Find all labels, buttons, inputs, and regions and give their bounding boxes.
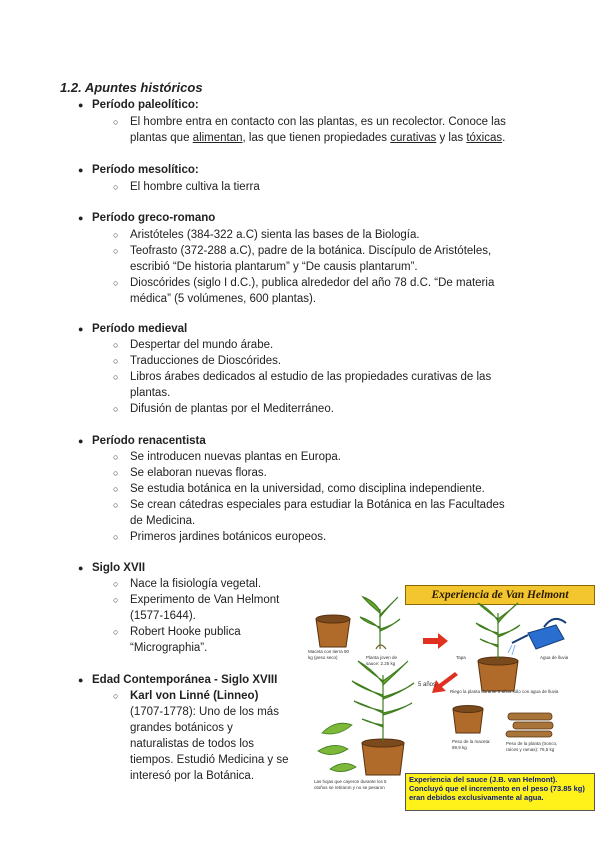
- bullet: ●: [78, 165, 84, 175]
- list-item-continued: médica” (5 volúmenes, 600 plantas).: [130, 293, 317, 305]
- bullet: ●: [78, 100, 84, 110]
- sub-bullet: ○: [113, 627, 119, 637]
- list-item: Experimento de Van Helmont: [130, 594, 280, 606]
- list-item-continued: grandes botánicos y: [130, 722, 233, 734]
- sub-bullet: ○: [113, 595, 119, 605]
- sub-bullet: ○: [113, 182, 119, 192]
- caption-rain-water: Agua de lluvia: [540, 655, 569, 660]
- sub-bullet: ○: [113, 404, 119, 414]
- list-item: Difusión de plantas por el Mediterráneo.: [130, 403, 334, 415]
- list-item: Primeros jardines botánicos europeos.: [130, 531, 327, 543]
- sub-bullet: ○: [113, 372, 119, 382]
- sub-bullet: ○: [113, 340, 119, 350]
- list-item: Libros árabes dedicados al estudio de las propiedades curativas de las: [130, 371, 492, 383]
- caption-fallen-leaves: Las hojas que cayeron durante los 5 otoños se retiraron y no se pesaron: [314, 779, 387, 790]
- section-title: Período mesolítico:: [92, 164, 199, 176]
- keyword-toxicas: tóxicas: [466, 132, 503, 144]
- list-item-continued: interesó por la Botánica.: [130, 770, 255, 782]
- list-item-continued: tiempos. Estudió Medicina y se: [130, 754, 289, 766]
- grown-tree-icon: [352, 661, 414, 775]
- list-item: Nace la fisiología vegetal.: [130, 578, 262, 590]
- list-item: Teofrasto (372-288 a.C), padre de la botánica. Discípulo de Aristóteles,: [130, 245, 492, 257]
- watering-can-icon: [508, 619, 566, 655]
- sub-bullet: ○: [113, 468, 119, 478]
- caption-watering: Riego la planta durante 5 años sólo con agua de lluvia: [450, 689, 559, 694]
- sub-bullet: ○: [113, 278, 119, 288]
- sub-bullet: ○: [113, 117, 119, 127]
- list-item: Se introducen nuevas plantas en Europa.: [130, 451, 341, 463]
- list-item: El hombre cultiva la tierra: [130, 181, 260, 193]
- list-item-continued: (1707-1778): Uno de los más: [130, 706, 279, 718]
- pot-soil-icon: [316, 615, 350, 647]
- section-title: Siglo XVII: [92, 562, 146, 574]
- list-item: Aristóteles (384-322 a.C) sienta las bases de la Biología.: [130, 229, 420, 241]
- list-item: Despertar del mundo árabe.: [130, 339, 274, 351]
- sub-bullet: ○: [113, 691, 119, 701]
- caption-five-years: 5 años: [418, 682, 437, 688]
- sub-bullet: ○: [113, 452, 119, 462]
- section-title: Período paleolítico:: [92, 99, 199, 111]
- list-item: Robert Hooke publica: [130, 626, 241, 638]
- sub-bullet: ○: [113, 500, 119, 510]
- list-item-continued: naturalistas de todos los: [130, 738, 255, 750]
- bullet: ●: [78, 563, 84, 573]
- text-fragment: plantas que: [130, 132, 193, 144]
- wood-logs-icon: [506, 713, 553, 737]
- section-title: Período medieval: [92, 323, 188, 335]
- sub-bullet: ○: [113, 532, 119, 542]
- fallen-leaves-icon: [318, 723, 356, 771]
- sub-bullet: ○: [113, 230, 119, 240]
- list-item: Se elaboran nuevas floras.: [130, 467, 267, 479]
- keyword-alimentan: alimentan: [192, 132, 243, 144]
- list-item: Se crean cátedras especiales para estudiar la Botánica en las Facultades: [130, 499, 505, 511]
- section-title: Período greco-romano: [92, 212, 216, 224]
- bullet: ●: [78, 436, 84, 446]
- section-title: Edad Contemporánea - Siglo XVIII: [92, 674, 278, 686]
- young-plant-icon: [360, 597, 400, 649]
- text-fragment: y las: [436, 132, 467, 144]
- sub-bullet: ○: [113, 484, 119, 494]
- list-item: Dioscórides (siglo I d.C.), publica alrededor del año 78 d.C. “De materia: [130, 277, 495, 289]
- caption-pot-weight: Peso de la maceta: 89,9 kg: [452, 739, 491, 750]
- bullet: ●: [78, 675, 84, 685]
- text-fragment: , las que tienen propiedades: [242, 132, 391, 144]
- arrow-right-icon: [423, 633, 448, 649]
- sub-bullet: ○: [113, 246, 119, 256]
- list-item-continued: (1577-1644).: [130, 610, 196, 622]
- sub-bullet: ○: [113, 356, 119, 366]
- caption-plant-weight: Peso de la planta (tronco, raíces y ramas): 76,5 kg: [506, 741, 558, 752]
- caption-pot-soil: Maceta con tierra 90 kg (peso seco): [308, 649, 350, 660]
- list-item: El hombre entra en contacto con las plantas, es un recolector. Conoce las: [130, 116, 506, 128]
- list-item-continued: de Medicina.: [130, 515, 196, 527]
- list-item: Se estudia botánica en la universidad, como disciplina independiente.: [130, 483, 485, 495]
- section-heading: 1.2. Apuntes históricos: [60, 80, 203, 95]
- text-fragment: .: [502, 132, 506, 144]
- bullet: ●: [78, 324, 84, 334]
- list-item-continued: plantas.: [130, 387, 171, 399]
- figure-title: Experiencia de Van Helmont: [405, 585, 595, 605]
- keyword-curativas: curativas: [390, 132, 437, 144]
- pot-with-plant-icon: [476, 603, 520, 691]
- section-title: Período renacentista: [92, 435, 206, 447]
- bullet: ●: [78, 213, 84, 223]
- van-helmont-figure: [308, 583, 598, 813]
- list-item-continued: escribió “De historia plantarum” y “De causis plantarum”.: [130, 261, 418, 273]
- list-item-continued: [130, 130, 530, 146]
- list-item-continued: “Micrographia”.: [130, 642, 208, 654]
- conclusion-box: Experiencia del sauce (J.B. van Helmont). Concluyó que el incremento en el peso (73.85 kg) eran debidos exclusivamente al agua.: [405, 773, 595, 811]
- sub-bullet: ○: [113, 579, 119, 589]
- pot-soil-final-icon: [453, 706, 483, 734]
- list-item-name: Karl von Linné (Linneo): [130, 690, 259, 702]
- list-item: Traducciones de Dioscórides.: [130, 355, 282, 367]
- caption-young-plant: Planta joven de sauce: 2.25 kg: [366, 655, 398, 666]
- caption-lid: Tapa: [456, 655, 466, 660]
